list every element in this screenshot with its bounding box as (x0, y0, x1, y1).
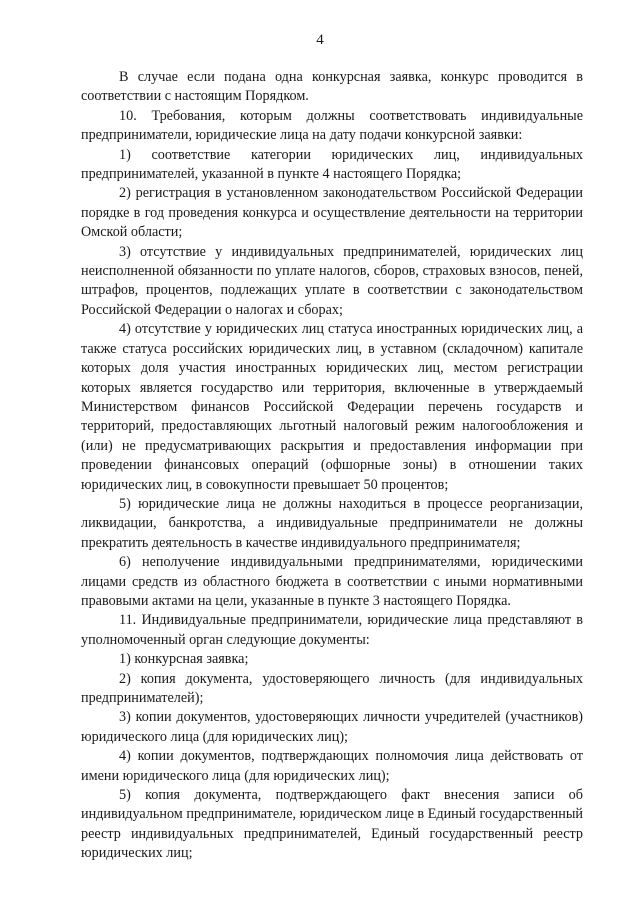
paragraph-documents-11: 11. Индивидуальные предприниматели, юридические лица представляют в уполномоченный орган следующие документы: (81, 612, 583, 648)
paragraph-requirement-6: 6) неполучение индивидуальными предпринимателями, юридическими лицами средств из областного бюджета в соответствии с иными нормативными правовыми актами на цели, указанные в пункте 3 настоящего Порядка. (81, 554, 583, 609)
paragraph-requirement-5: 5) юридические лица не должны находиться в процессе реорганизации, ликвидации, банкротства, а индивидуальные предприниматели не должны прекратить деятельность в качестве индивидуального предпринимателя; (81, 495, 583, 551)
paragraph-document-2: 2) копия документа, удостоверяющего личность (для индивидуальных предпринимателей); (81, 670, 583, 706)
document-body (81, 68, 583, 864)
paragraph-document-3: 3) копии документов, удостоверяющих личности учредителей (участников) юридического лица (для юридических лиц); (81, 709, 583, 745)
paragraph-document-1: 1) конкурсная заявка; (119, 651, 249, 668)
paragraph-document-4: 4) копии документов, подтверждающих полномочия лица действовать от имени юридического лица (для юридических лиц); (81, 748, 583, 784)
paragraph-requirement-2: 2) регистрация в установленном законодательством Российской Федерации порядке в год проведения конкурса и осуществление деятельности на территории Омской области; (81, 185, 583, 241)
paragraph-requirements-10: 10. Требования, которым должны соответствовать индивидуальные предприниматели, юридические лица на дату подачи конкурсной заявки: (81, 107, 583, 144)
paragraph-requirement-4: 4) отсутствие у юридических лиц статуса иностранных юридических лиц, а также статуса российских юридических лиц, в уставном (складочном) капитале которых доля участия иностранных юридических лиц, местом регистрации которых является государство или территория, включенные в утверждаемый Министерством финансов Российской Федерации перечень государств и территорий, предоставляющих льготный налоговый режим налогообложения и (или) не предусматривающих раскрытия и предоставления информации при проведении финансовых операций (офшорные зоны) в отношении таких юридических лиц, в совокупности превышает 50 процентов; (81, 321, 583, 493)
paragraph-requirement-3: 3) отсутствие у индивидуальных предпринимателей, юридических лиц неисполненной обязанности по уплате налогов, сборов, страховых взносов, пеней, штрафов, процентов, подлежащих уплате в соответствии с законодательством Российской Федерации о налогах и сборах; (81, 243, 583, 318)
paragraph-single-application: В случае если подана одна конкурсная заявка, конкурс проводится в соответствии с настоящим Порядком. (81, 69, 583, 105)
paragraph-document-5: 5) копия документа, подтверждающего факт внесения записи об индивидуальном предпринимателе, юридическом лице в Единый государственный реестр индивидуальных предпринимателей, Единый государственный реестр юридических лиц; (81, 787, 583, 862)
page-number: 4 (316, 32, 324, 48)
paragraph-requirement-1: 1) соответствие категории юридических лиц, индивидуальных предпринимателей, указанной в пункте 4 настоящего Порядка; (81, 146, 583, 183)
